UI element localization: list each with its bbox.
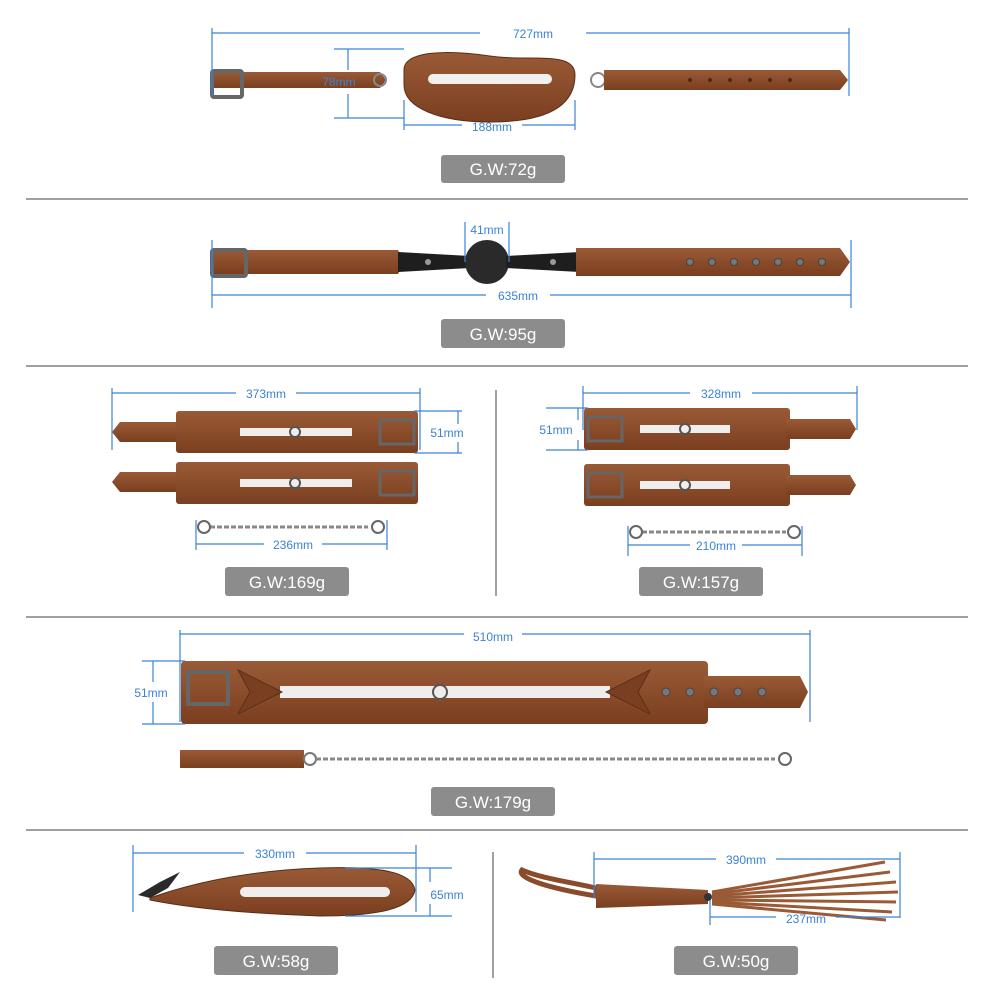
section-ankle-cuffs	[539, 386, 857, 596]
cuff-strap	[786, 419, 856, 439]
cuff-stripe	[640, 425, 730, 433]
flogger-loop	[521, 870, 596, 896]
snap-hook-icon	[779, 753, 791, 765]
dim-727: 727mm	[512, 27, 554, 41]
weight-label: G.W:58g	[242, 952, 310, 971]
mouth-piece	[404, 53, 575, 122]
left-strap	[214, 72, 386, 88]
weight-label: G.W:72g	[469, 160, 537, 179]
snap-hook-icon	[198, 521, 210, 533]
ring-icon	[591, 73, 605, 87]
collar-strap	[704, 676, 808, 708]
section-collar-leash	[134, 630, 810, 816]
dim-41: 41mm	[470, 223, 504, 237]
cuff-strap	[112, 472, 180, 492]
dim-373: 373mm	[245, 387, 287, 401]
dim-635: 635mm	[497, 289, 539, 303]
dim-390: 390mm	[725, 853, 767, 867]
dim-51: 51mm	[430, 426, 464, 440]
section-paddle	[133, 845, 464, 975]
cuff-stripe	[240, 428, 352, 436]
dim-188: 188mm	[471, 120, 513, 134]
weight-label: G.W:95g	[469, 325, 537, 344]
rivet-icon	[425, 259, 431, 265]
section-flogger	[521, 852, 900, 975]
ball	[465, 240, 509, 284]
dim-510: 510mm	[472, 630, 514, 644]
cuff-stripe	[640, 481, 730, 489]
section-mouth-gag	[212, 27, 849, 183]
cuff-stripe	[240, 479, 352, 487]
dim-65: 65mm	[430, 888, 464, 902]
rivet-icon	[704, 893, 712, 901]
mouth-slot	[428, 74, 552, 84]
left-connector	[398, 252, 470, 272]
leash-handle	[180, 750, 304, 768]
ring-icon	[304, 753, 316, 765]
flogger-handle	[596, 884, 708, 908]
cuff-strap	[112, 422, 180, 442]
weight-label: G.W:169g	[248, 573, 326, 592]
dim-78: 78mm	[322, 75, 356, 89]
dim-236: 236mm	[272, 538, 314, 552]
cuff-strap	[786, 475, 856, 495]
weight-label: G.W:50g	[702, 952, 770, 971]
snap-hook-icon	[788, 526, 800, 538]
section-wrist-cuffs	[112, 387, 464, 596]
dim-330: 330mm	[254, 847, 296, 861]
paddle-slot	[240, 887, 390, 897]
dim-237: 237mm	[785, 912, 827, 926]
dim-51: 51mm	[134, 686, 168, 700]
dim-210: 210mm	[695, 539, 737, 553]
snap-hook-icon	[372, 521, 384, 533]
section-ball-gag	[212, 222, 851, 348]
snap-hook-icon	[630, 526, 642, 538]
dim-51: 51mm	[539, 423, 573, 437]
right-strap	[604, 70, 848, 90]
dim-328: 328mm	[700, 387, 742, 401]
weight-label: G.W:179g	[454, 793, 532, 812]
right-connector	[506, 252, 580, 272]
weight-label: G.W:157g	[662, 573, 740, 592]
left-strap	[214, 250, 404, 274]
rivet-icon	[550, 259, 556, 265]
